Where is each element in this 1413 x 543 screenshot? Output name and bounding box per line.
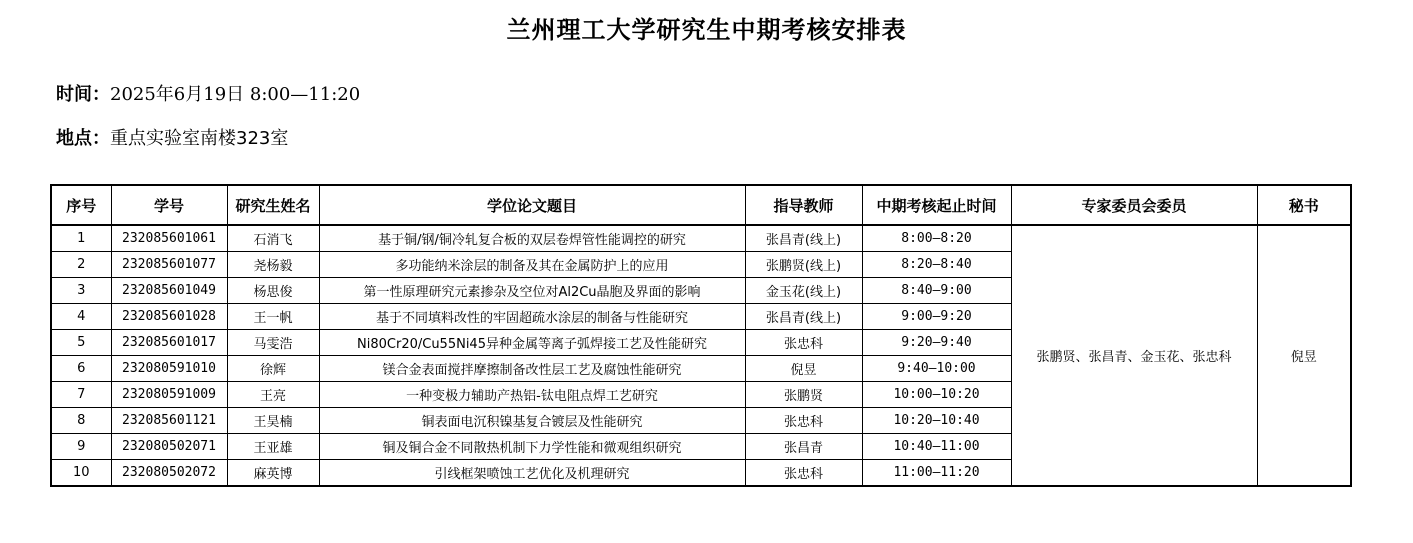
row-no: 3 [51, 278, 111, 304]
row-student-id: 232080502072 [111, 460, 227, 487]
secretary-cell: 倪昱 [1257, 225, 1351, 486]
row-thesis-topic: 多功能纳米涂层的制备及其在金属防护上的应用 [319, 252, 745, 278]
row-student-id: 232085601049 [111, 278, 227, 304]
row-thesis-topic: 铜表面电沉积镍基复合镀层及性能研究 [319, 408, 745, 434]
table-header-row [51, 185, 1351, 225]
row-student-id: 232085601061 [111, 225, 227, 252]
row-advisor: 张昌青(线上) [745, 225, 862, 252]
row-time-slot: 8:20—8:40 [862, 252, 1011, 278]
row-student-name: 王亮 [227, 382, 319, 408]
row-time-slot: 9:40—10:00 [862, 356, 1011, 382]
row-student-name: 尧杨毅 [227, 252, 319, 278]
row-advisor: 张忠科 [745, 460, 862, 487]
row-thesis-topic: 一种变极力辅助产热铝-钛电阻点焊工艺研究 [319, 382, 745, 408]
row-no: 6 [51, 356, 111, 382]
header-student-name: 研究生姓名 [227, 185, 319, 225]
row-student-name: 马雯浩 [227, 330, 319, 356]
exam-time-line [56, 80, 360, 106]
row-time-slot: 8:40—9:00 [862, 278, 1011, 304]
row-thesis-topic: 镁合金表面搅拌摩擦制备改性层工艺及腐蚀性能研究 [319, 356, 745, 382]
row-student-id: 232085601077 [111, 252, 227, 278]
exam-place-value: 重点实验室南楼323室 [110, 128, 289, 149]
row-student-name: 麻英博 [227, 460, 319, 487]
row-student-id: 232080591010 [111, 356, 227, 382]
row-student-id: 232080502071 [111, 434, 227, 460]
row-no: 2 [51, 252, 111, 278]
row-thesis-topic: 第一性原理研究元素掺杂及空位对Al2Cu晶胞及界面的影响 [319, 278, 745, 304]
row-thesis-topic: Ni80Cr20/Cu55Ni45异种金属等离子弧焊接工艺及性能研究 [319, 330, 745, 356]
row-no: 7 [51, 382, 111, 408]
row-advisor: 张昌青(线上) [745, 304, 862, 330]
row-time-slot: 10:20—10:40 [862, 408, 1011, 434]
header-advisor: 指导教师 [745, 185, 862, 225]
header-no: 序号 [51, 185, 111, 225]
row-advisor: 金玉花(线上) [745, 278, 862, 304]
header-committee: 专家委员会委员 [1011, 185, 1257, 225]
row-no: 10 [51, 460, 111, 487]
row-student-name: 王一帆 [227, 304, 319, 330]
row-student-name: 王亚雄 [227, 434, 319, 460]
row-time-slot: 9:00—9:20 [862, 304, 1011, 330]
exam-place-line [56, 124, 288, 150]
row-time-slot: 11:00—11:20 [862, 460, 1011, 487]
row-thesis-topic: 铜及铜合金不同散热机制下力学性能和微观组织研究 [319, 434, 745, 460]
row-student-id: 232080591009 [111, 382, 227, 408]
page-title: 兰州理工大学研究生中期考核安排表 [506, 16, 907, 44]
row-advisor: 张忠科 [745, 330, 862, 356]
schedule-table [50, 184, 1352, 487]
row-advisor: 张忠科 [745, 408, 862, 434]
row-advisor: 张鹏贤 [745, 382, 862, 408]
row-time-slot: 8:00—8:20 [862, 225, 1011, 252]
exam-place-label: 地点： [56, 128, 110, 149]
row-student-id: 232085601017 [111, 330, 227, 356]
header-secretary: 秘书 [1257, 185, 1351, 225]
row-thesis-topic: 引线框架喷蚀工艺优化及机理研究 [319, 460, 745, 487]
row-no: 5 [51, 330, 111, 356]
row-advisor: 张鹏贤(线上) [745, 252, 862, 278]
row-time-slot: 10:40—11:00 [862, 434, 1011, 460]
row-advisor: 倪昱 [745, 356, 862, 382]
row-student-id: 232085601121 [111, 408, 227, 434]
row-no: 4 [51, 304, 111, 330]
row-student-name: 石消飞 [227, 225, 319, 252]
header-thesis-topic: 学位论文题目 [319, 185, 745, 225]
row-student-name: 徐辉 [227, 356, 319, 382]
row-student-name: 王昊楠 [227, 408, 319, 434]
row-time-slot: 10:00—10:20 [862, 382, 1011, 408]
row-student-name: 杨思俊 [227, 278, 319, 304]
header-time-slot: 中期考核起止时间 [862, 185, 1011, 225]
exam-time-value: 2025年6月19日 8:00—11:20 [110, 84, 361, 105]
row-advisor: 张昌青 [745, 434, 862, 460]
row-thesis-topic: 基于不同填料改性的牢固超疏水涂层的制备与性能研究 [319, 304, 745, 330]
row-time-slot: 9:20—9:40 [862, 330, 1011, 356]
header-student-id: 学号 [111, 185, 227, 225]
row-no: 9 [51, 434, 111, 460]
row-no: 8 [51, 408, 111, 434]
table-row [51, 225, 1351, 252]
row-thesis-topic: 基于铜/钢/铜冷轧复合板的双层卷焊管性能调控的研究 [319, 225, 745, 252]
row-no: 1 [51, 225, 111, 252]
row-student-id: 232085601028 [111, 304, 227, 330]
committee-members-cell: 张鹏贤、张昌青、金玉花、张忠科 [1011, 225, 1257, 486]
exam-time-label: 时间： [56, 84, 110, 105]
